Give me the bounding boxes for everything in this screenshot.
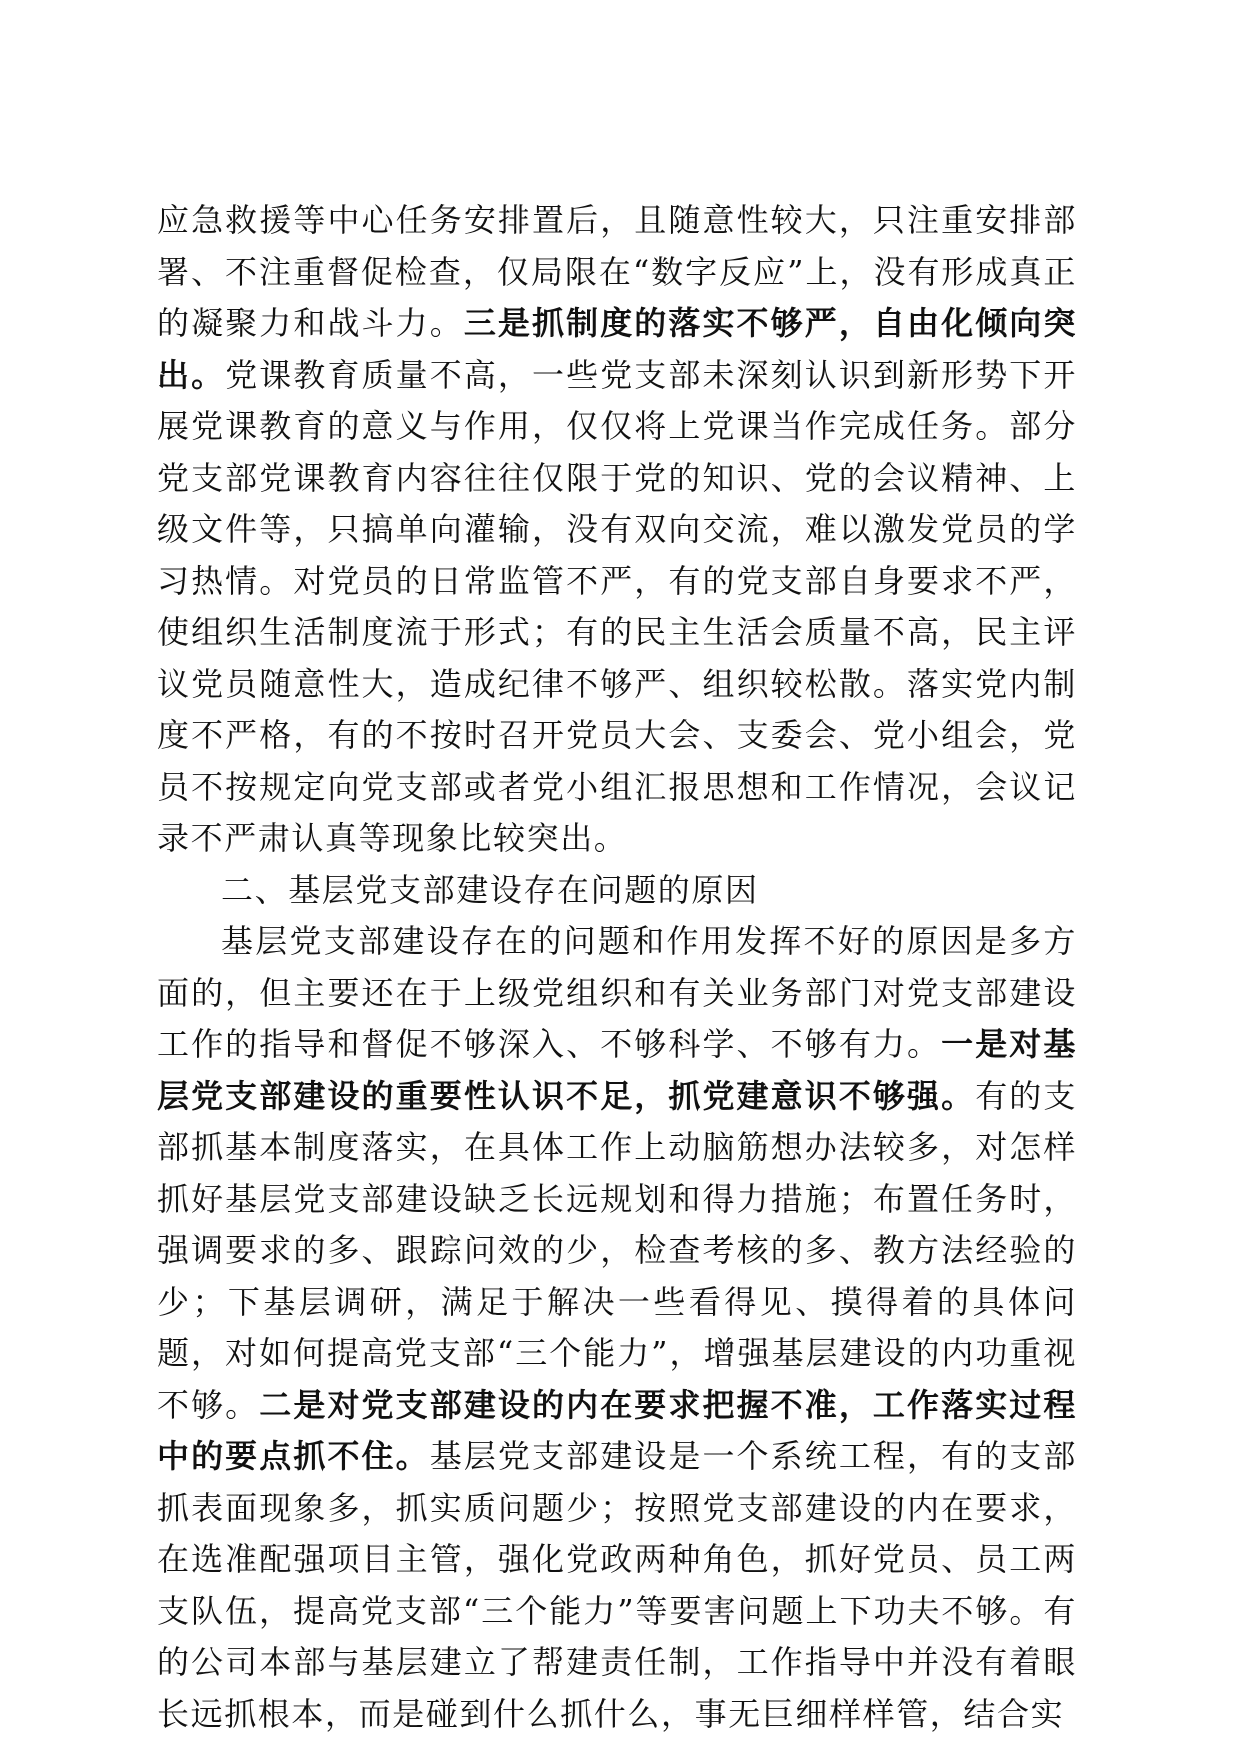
bold-text-run: 三是抓制度的落实不够严，自由化倾向突出。 [157,304,1077,394]
text-run: 有的支部抓基本制度落实，在具体工作上动脑筋想办法较多，对怎样抓好基层党支部建设缺乏长远规划和得力措施；布置任务时，强调要求的多、跟踪问效的少，检查考核的多、教方法经验的少；下基层调研，满足于解决一些看得见、摸得着的具体问题，对如何提高党支部“三个能力”，增强基层建设的内功重视不够。 [157,1076,1077,1424]
document-page [157,195,1077,1740]
paragraph-1 [157,195,1077,865]
text-run: 党课教育质量不高，一些党支部未深刻认识到新形势下开展党课教育的意义与作用，仅仅将上党课当作完成任务。部分党支部党课教育内容往往仅限于党的知识、党的会议精神、上级文件等，只搞单向灌输，没有双向交流，难以激发党员的学习热情。对党员的日常监管不严，有的党支部自身要求不严，使组织生活制度流于形式；有的民主生活会质量不高，民主评议党员随意性大，造成纪律不够严、组织较松散。落实党内制度不严格，有的不按时召开党员大会、支委会、党小组会，党员不按规定向党支部或者党小组汇报思想和工作情况，会议记录不严肃认真等现象比较突出。 [157,355,1077,857]
text-run: 基层党支部建设是一个系统工程，有的支部抓表面现象多，抓实质问题少；按照党支部建设的内在要求，在选准配强项目主管，强化党政两种角色，抓好党员、员工两支队伍，提高党支部“三个能力”等要害问题上下功夫不够。有的公司本部与基层建立了帮建责任制，工作指导中并没有着眼长远抓根本，而是碰到什么抓什么，事无巨细样样管，结合实 [157,1437,1077,1733]
bold-text-run: 一是对基层党支部建设的重要性认识不足，抓党建意识不够强。 [157,1025,1077,1115]
bold-text-run: 二是对党支部建设的内在要求把握不准，工作落实过程中的要点抓不住。 [157,1385,1077,1475]
text-run: 基层党支部建设存在的问题和作用发挥不好的原因是多方面的，但主要还在于上级党组织和有关业务部门对党支部建设工作的指导和督促不够深入、不够科学、不够有力。 [157,922,1077,1063]
paragraph-2 [157,916,1077,1740]
text-run: 应急救援等中心任务安排置后，且随意性较大，只注重安排部署、不注重督促检查，仅局限在“数字反应”上，没有形成真正的凝聚力和战斗力。 [157,201,1077,342]
section-heading: 二、基层党支部建设存在问题的原因 [221,870,759,909]
